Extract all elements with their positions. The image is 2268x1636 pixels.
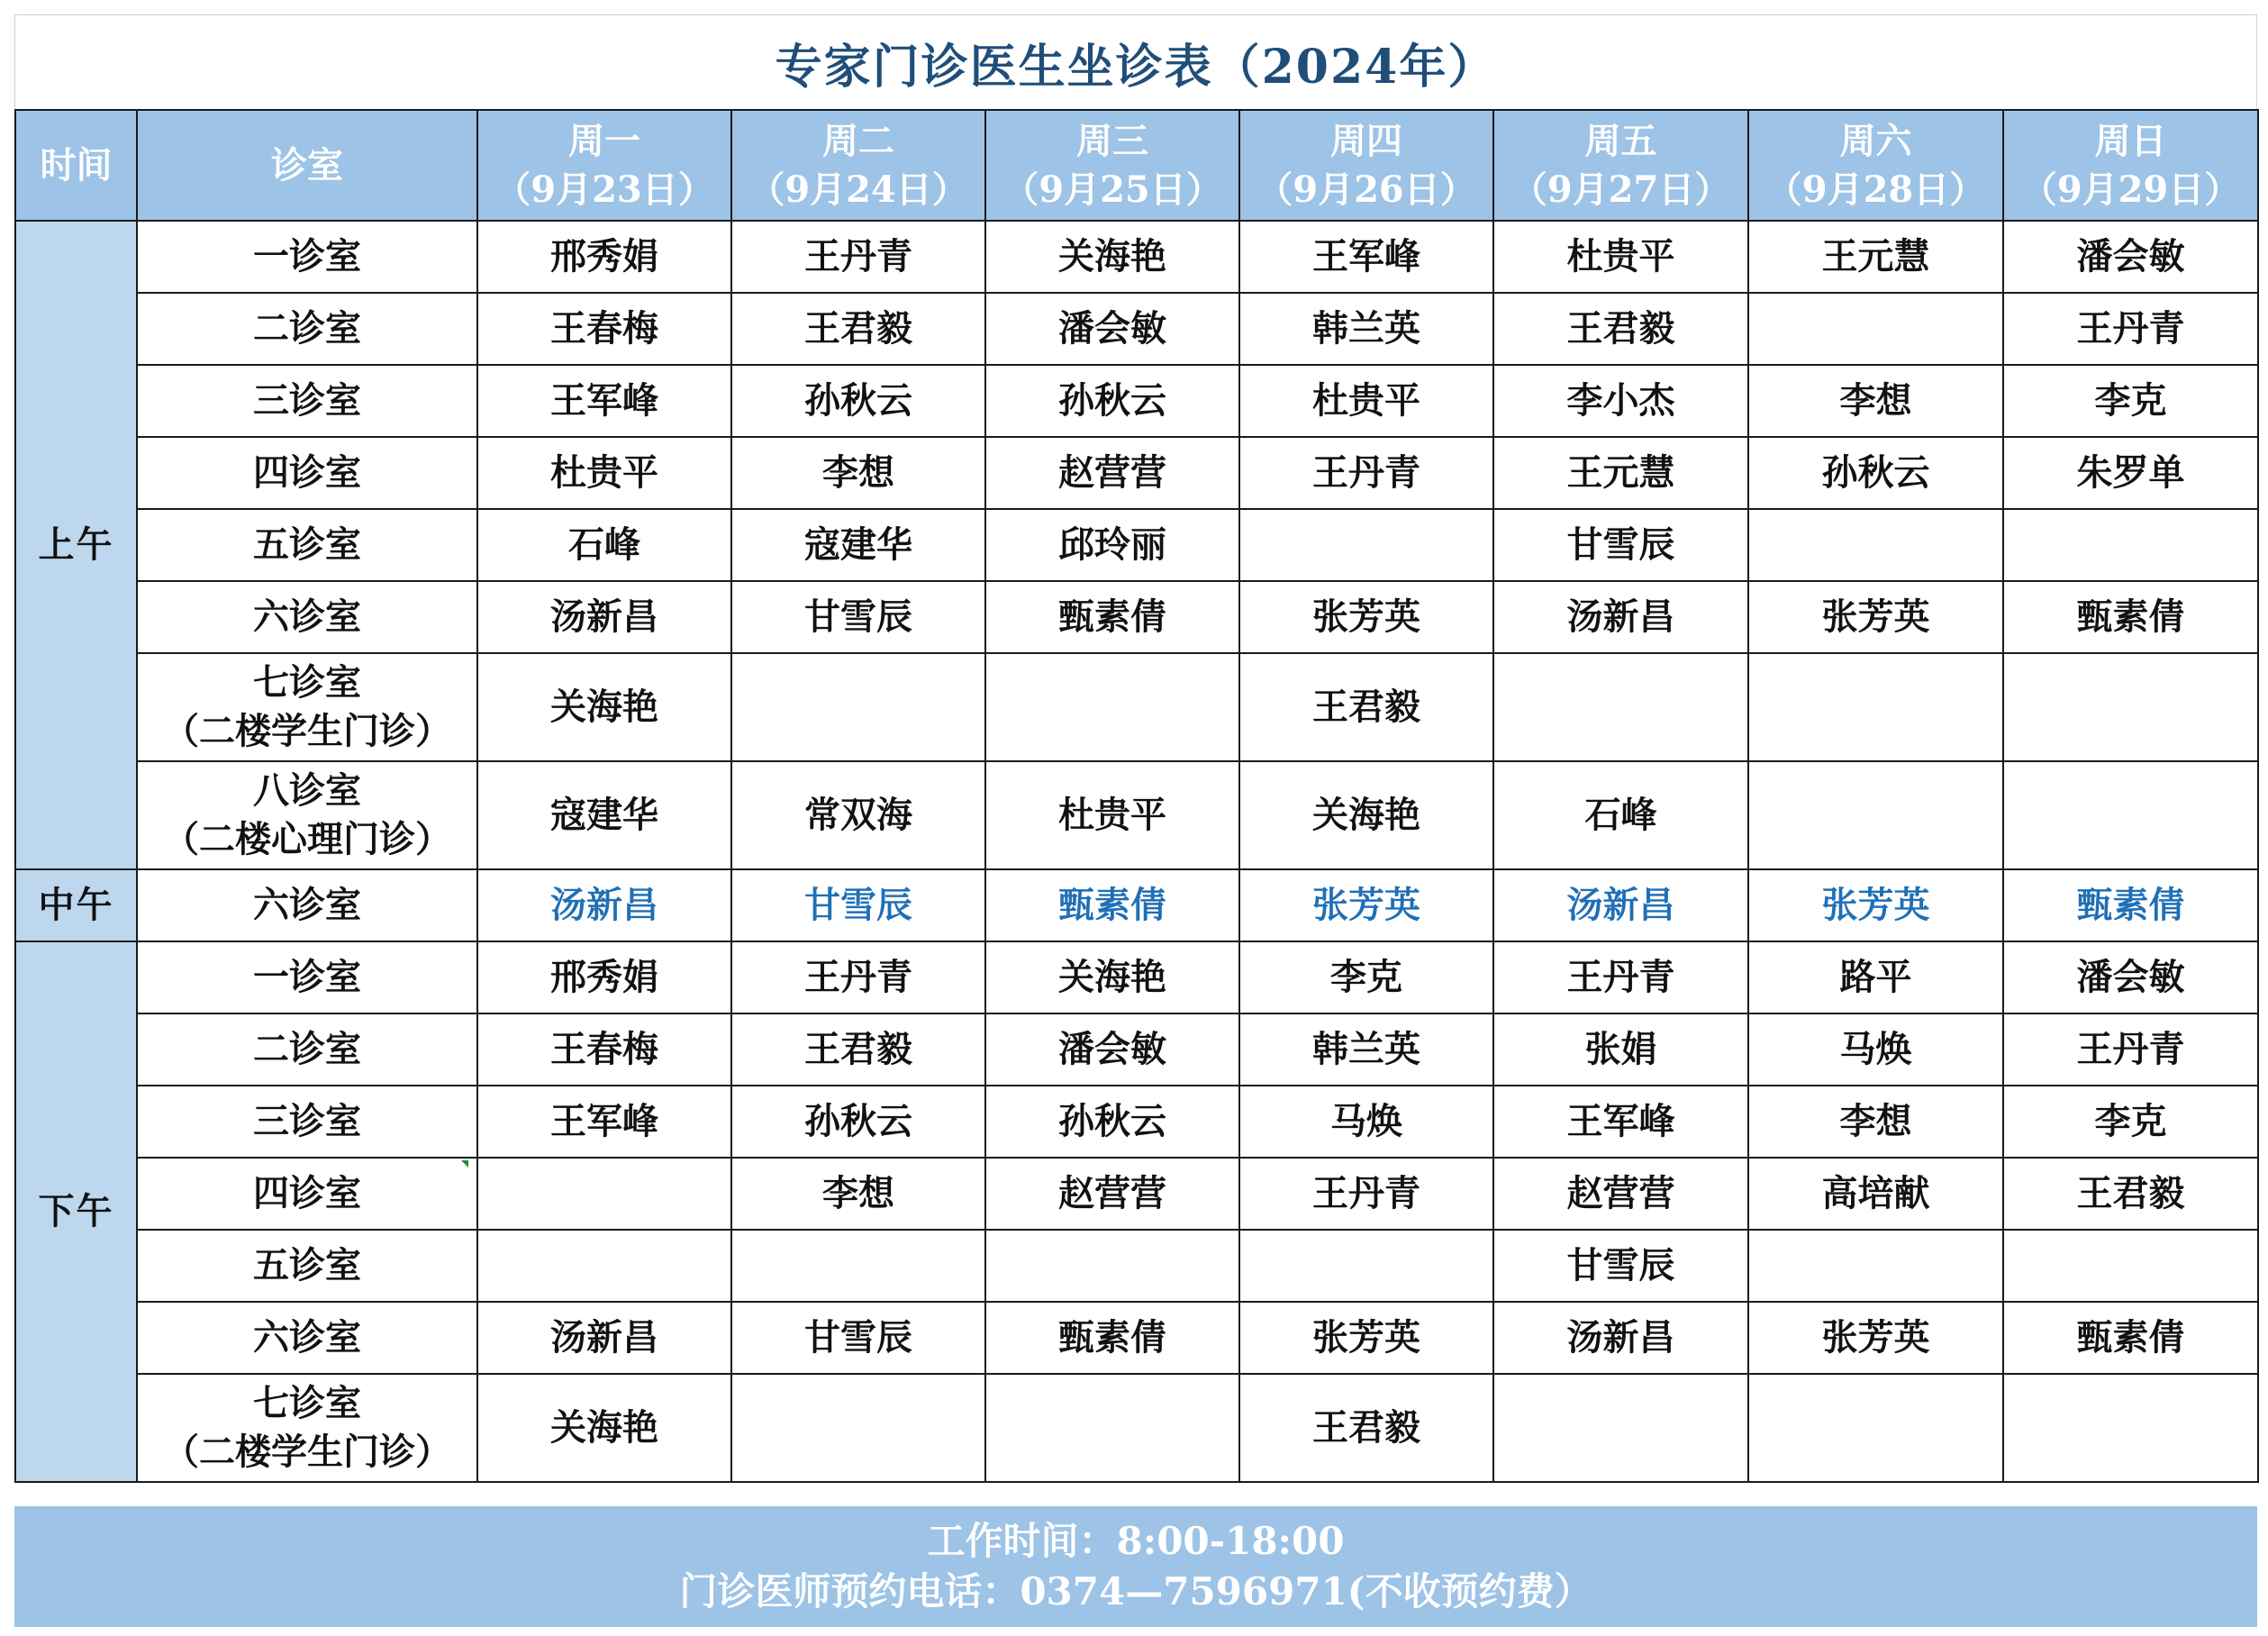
doctor-cell: 王丹青 — [1239, 1158, 1493, 1230]
room-cell — [137, 761, 477, 869]
doctor-cell: 杜贵平 — [1493, 221, 1748, 293]
doctor-cell: 王丹青 — [1239, 437, 1493, 509]
afternoon-row — [15, 1013, 2258, 1086]
doctor-cell: 汤新昌 — [1493, 869, 1748, 941]
morning-row — [15, 365, 2258, 437]
doctor-cell: 邱玲丽 — [985, 509, 1239, 581]
room-cell — [137, 653, 477, 761]
room-cell — [137, 293, 477, 365]
doctor-cell: 潘会敏 — [985, 293, 1239, 365]
doctor-cell: 王丹青 — [731, 941, 985, 1013]
doctor-cell — [731, 1374, 985, 1482]
footer-banner — [14, 1506, 2257, 1627]
doctor-cell: 李想 — [731, 437, 985, 509]
morning-row — [15, 761, 2258, 869]
doctor-cell: 王君毅 — [1493, 293, 1748, 365]
doctor-cell: 杜贵平 — [1239, 365, 1493, 437]
day-date: （9月23日） — [494, 168, 714, 211]
afternoon-row — [15, 1230, 2258, 1302]
doctor-cell — [2003, 1230, 2258, 1302]
morning-row — [15, 653, 2258, 761]
header-day — [477, 110, 731, 221]
doctor-cell — [1748, 509, 2003, 581]
doctor-cell: 高培献 — [1748, 1158, 2003, 1230]
doctor-cell: 赵营营 — [985, 437, 1239, 509]
afternoon-period-label: 下午 — [15, 941, 137, 1482]
room-name: 五诊室 — [253, 523, 361, 566]
doctor-cell: 邢秀娟 — [477, 941, 731, 1013]
schedule-body — [15, 221, 2258, 1482]
doctor-cell: 王丹青 — [2003, 293, 2258, 365]
doctor-cell: 甄素倩 — [985, 1302, 1239, 1374]
doctor-cell: 甄素倩 — [985, 869, 1239, 941]
day-name: 周日 — [2094, 119, 2167, 162]
doctor-cell — [985, 653, 1239, 761]
day-name: 周四 — [1330, 119, 1402, 162]
doctor-cell — [1239, 1230, 1493, 1302]
doctor-cell — [2003, 509, 2258, 581]
doctor-cell: 关海艳 — [477, 1374, 731, 1482]
room-name: 六诊室 — [253, 1316, 361, 1359]
doctor-cell — [1239, 509, 1493, 581]
doctor-cell: 王军峰 — [477, 365, 731, 437]
doctor-cell: 孙秋云 — [731, 1086, 985, 1158]
room-cell — [137, 1230, 477, 1302]
doctor-cell: 张芳英 — [1748, 869, 2003, 941]
room-cell — [137, 581, 477, 653]
doctor-cell: 韩兰英 — [1239, 293, 1493, 365]
schedule-table — [14, 109, 2259, 1483]
doctor-cell: 王丹青 — [731, 221, 985, 293]
doctor-cell: 王军峰 — [1239, 221, 1493, 293]
morning-row — [15, 221, 2258, 293]
room-name: 一诊室 — [253, 956, 361, 998]
doctor-cell — [1493, 1374, 1748, 1482]
doctor-cell: 王君毅 — [731, 293, 985, 365]
header-day — [1748, 110, 2003, 221]
room-name: 八诊室 — [253, 769, 361, 812]
room-name: 七诊室 — [253, 1382, 361, 1424]
room-name: 二诊室 — [253, 1028, 361, 1070]
day-name: 周六 — [1839, 119, 1912, 162]
afternoon-row — [15, 941, 2258, 1013]
doctor-cell: 王春梅 — [477, 1013, 731, 1086]
doctor-cell: 甘雪辰 — [731, 869, 985, 941]
doctor-cell — [1748, 1374, 2003, 1482]
doctor-cell: 邢秀娟 — [477, 221, 731, 293]
doctor-cell: 甄素倩 — [985, 581, 1239, 653]
doctor-cell: 汤新昌 — [477, 1302, 731, 1374]
doctor-cell: 孙秋云 — [985, 365, 1239, 437]
doctor-cell — [985, 1230, 1239, 1302]
day-name: 周三 — [1076, 119, 1148, 162]
doctor-cell: 赵营营 — [985, 1158, 1239, 1230]
day-date: （9月27日） — [1510, 168, 1731, 211]
working-hours: 工作时间：8:00-18:00 — [927, 1519, 1345, 1563]
doctor-cell: 石峰 — [1493, 761, 1748, 869]
doctor-cell: 关海艳 — [985, 221, 1239, 293]
morning-row — [15, 437, 2258, 509]
booking-phone: 门诊医师预约电话：0374—7596971(不收预约费） — [679, 1569, 1592, 1613]
doctor-cell: 王春梅 — [477, 293, 731, 365]
doctor-cell — [2003, 761, 2258, 869]
doctor-cell — [1748, 653, 2003, 761]
room-name: 三诊室 — [253, 1100, 361, 1142]
doctor-cell: 马焕 — [1239, 1086, 1493, 1158]
doctor-cell: 张芳英 — [1239, 1302, 1493, 1374]
doctor-cell: 张娟 — [1493, 1013, 1748, 1086]
room-name: 三诊室 — [253, 379, 361, 422]
doctor-cell: 孙秋云 — [731, 365, 985, 437]
doctor-cell — [985, 1374, 1239, 1482]
morning-period-label: 上午 — [15, 221, 137, 869]
doctor-cell: 李想 — [1748, 365, 2003, 437]
day-name: 周五 — [1584, 119, 1657, 162]
doctor-cell — [2003, 653, 2258, 761]
room-name: 二诊室 — [253, 307, 361, 350]
room-cell — [137, 365, 477, 437]
header-day — [2003, 110, 2258, 221]
header-day — [1239, 110, 1493, 221]
doctor-cell: 汤新昌 — [1493, 1302, 1748, 1374]
day-name: 周二 — [822, 119, 894, 162]
doctor-cell: 汤新昌 — [1493, 581, 1748, 653]
doctor-cell: 王军峰 — [477, 1086, 731, 1158]
room-location: （二楼心理门诊） — [163, 818, 451, 860]
doctor-cell: 甘雪辰 — [1493, 509, 1748, 581]
doctor-cell: 关海艳 — [477, 653, 731, 761]
room-location: （二楼学生门诊） — [163, 710, 451, 752]
doctor-cell: 石峰 — [477, 509, 731, 581]
room-cell — [137, 437, 477, 509]
doctor-cell — [1748, 293, 2003, 365]
doctor-cell: 王君毅 — [1239, 1374, 1493, 1482]
doctor-cell — [1493, 653, 1748, 761]
doctor-cell: 甄素倩 — [2003, 581, 2258, 653]
day-date: （9月25日） — [1002, 168, 1222, 211]
doctor-cell: 路平 — [1748, 941, 2003, 1013]
cell-comment-marker — [461, 1160, 468, 1168]
doctor-cell: 张芳英 — [1748, 581, 2003, 653]
room-name: 四诊室 — [253, 451, 361, 494]
room-name: 四诊室 — [253, 1172, 361, 1214]
doctor-cell: 潘会敏 — [985, 1013, 1239, 1086]
doctor-cell: 王君毅 — [2003, 1158, 2258, 1230]
doctor-cell: 李想 — [731, 1158, 985, 1230]
morning-row — [15, 509, 2258, 581]
doctor-cell: 李想 — [1748, 1086, 2003, 1158]
room-cell — [137, 1302, 477, 1374]
doctor-cell: 孙秋云 — [1748, 437, 2003, 509]
doctor-cell: 李小杰 — [1493, 365, 1748, 437]
schedule-sheet — [14, 14, 2257, 1627]
doctor-cell: 甄素倩 — [2003, 869, 2258, 941]
doctor-cell: 孙秋云 — [985, 1086, 1239, 1158]
afternoon-row — [15, 1302, 2258, 1374]
doctor-cell: 张芳英 — [1748, 1302, 2003, 1374]
header-room: 诊室 — [137, 110, 477, 221]
doctor-cell: 王君毅 — [1239, 653, 1493, 761]
doctor-cell — [477, 1230, 731, 1302]
room-cell — [137, 941, 477, 1013]
doctor-cell: 甘雪辰 — [731, 1302, 985, 1374]
room-cell — [137, 1158, 477, 1230]
day-date: （9月24日） — [748, 168, 968, 211]
header-day — [1493, 110, 1748, 221]
page-title: 专家门诊医生坐诊表（2024年） — [14, 14, 2257, 109]
day-date: （9月28日） — [1765, 168, 1986, 211]
room-cell — [137, 221, 477, 293]
header-day — [731, 110, 985, 221]
doctor-cell — [477, 1158, 731, 1230]
doctor-cell — [2003, 1374, 2258, 1482]
doctor-cell: 李克 — [1239, 941, 1493, 1013]
room-name: 六诊室 — [137, 869, 477, 941]
room-cell — [137, 1013, 477, 1086]
day-name: 周一 — [568, 119, 640, 162]
room-cell — [137, 1086, 477, 1158]
afternoon-row — [15, 1158, 2258, 1230]
room-cell — [137, 1374, 477, 1482]
doctor-cell: 王君毅 — [731, 1013, 985, 1086]
doctor-cell: 王元慧 — [1493, 437, 1748, 509]
doctor-cell: 赵营营 — [1493, 1158, 1748, 1230]
room-name: 七诊室 — [253, 661, 361, 704]
doctor-cell — [1748, 1230, 2003, 1302]
room-name: 五诊室 — [253, 1244, 361, 1286]
day-date: （9月26日） — [1256, 168, 1476, 211]
doctor-cell — [731, 1230, 985, 1302]
doctor-cell: 甘雪辰 — [731, 581, 985, 653]
doctor-cell: 王丹青 — [2003, 1013, 2258, 1086]
noon-period-label: 中午 — [15, 869, 137, 941]
header-time: 时间 — [15, 110, 137, 221]
doctor-cell: 寇建华 — [477, 761, 731, 869]
doctor-cell: 王元慧 — [1748, 221, 2003, 293]
room-name: 一诊室 — [253, 235, 361, 277]
doctor-cell: 寇建华 — [731, 509, 985, 581]
room-location: （二楼学生门诊） — [163, 1431, 451, 1473]
afternoon-row — [15, 1374, 2258, 1482]
doctor-cell: 潘会敏 — [2003, 941, 2258, 1013]
doctor-cell: 李克 — [2003, 365, 2258, 437]
doctor-cell: 甄素倩 — [2003, 1302, 2258, 1374]
doctor-cell: 朱罗单 — [2003, 437, 2258, 509]
day-date: （9月29日） — [2020, 168, 2241, 211]
doctor-cell — [731, 653, 985, 761]
morning-row — [15, 581, 2258, 653]
doctor-cell: 常双海 — [731, 761, 985, 869]
doctor-cell: 李克 — [2003, 1086, 2258, 1158]
doctor-cell: 关海艳 — [985, 941, 1239, 1013]
afternoon-row — [15, 1086, 2258, 1158]
doctor-cell: 关海艳 — [1239, 761, 1493, 869]
header-row — [15, 110, 2258, 221]
doctor-cell: 张芳英 — [1239, 869, 1493, 941]
doctor-cell: 王军峰 — [1493, 1086, 1748, 1158]
doctor-cell: 张芳英 — [1239, 581, 1493, 653]
noon-row — [15, 869, 2258, 941]
doctor-cell: 王丹青 — [1493, 941, 1748, 1013]
doctor-cell: 潘会敏 — [2003, 221, 2258, 293]
morning-row — [15, 293, 2258, 365]
doctor-cell: 甘雪辰 — [1493, 1230, 1748, 1302]
doctor-cell: 杜贵平 — [477, 437, 731, 509]
room-cell — [137, 509, 477, 581]
doctor-cell: 汤新昌 — [477, 581, 731, 653]
doctor-cell: 马焕 — [1748, 1013, 2003, 1086]
room-name: 六诊室 — [253, 595, 361, 638]
doctor-cell: 韩兰英 — [1239, 1013, 1493, 1086]
doctor-cell — [1748, 761, 2003, 869]
doctor-cell: 汤新昌 — [477, 869, 731, 941]
header-day — [985, 110, 1239, 221]
doctor-cell: 杜贵平 — [985, 761, 1239, 869]
